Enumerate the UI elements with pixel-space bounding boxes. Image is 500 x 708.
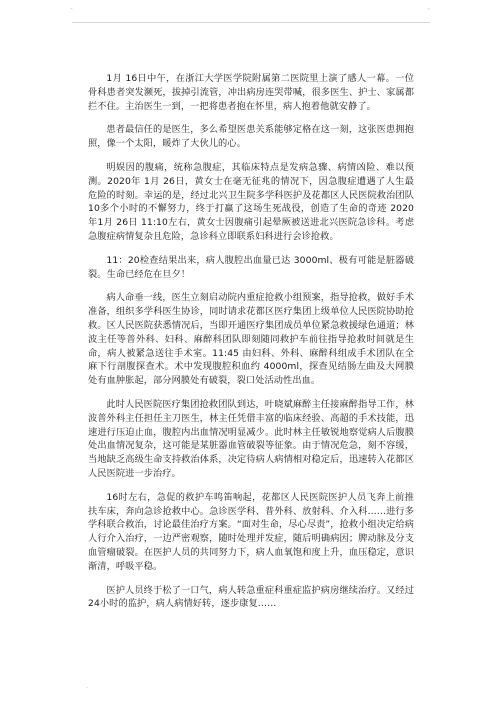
header-left-mark: -	[70, 4, 73, 13]
header-right-mark: -	[427, 4, 430, 13]
paragraph-4: 11：20检查结果出来，病人腹腔出血量已达 3000ml、极有可能是脏器破裂。生命已经危在旦夕！	[88, 254, 414, 280]
paragraph-7: 16时左右，急促的救护车鸣笛响起，花都区人民医院医护人员飞奔上前推扶车床，奔向急诊抢救中心。急诊医学科、普外科、放射科、介入科……进行多学科联合救治，讨论最佳治疗方案。“面对生命，尽心尽责”，抢救小组决定给病人行介入治疗，一边严密观察，随时处理并发症，随后明确病因；脾动脉及分支血管瘤破裂。在医护人员的共同努力下，病人血氧饱和度上升，血压稳定，意识渐清，呼吸平稳。	[88, 491, 414, 572]
paragraph-3: 明娱因的腹痛，统称急腹症，其临床特点是发病急骤、病情凶险、难以预测。2020年 1月 26日，黄女士在毫无征兆的情况下，因急腹症遭遇了人生最危险的时刻。幸运的是，经过北兴卫生院多学科医护及花都区人民医院救治团队 10多个小时的不懈努力，终于打赢了这场生死战役，创造了生命的奇迹 2020年1月 26日 11:10左右，黄女士因腹痛引起晕厥被送进北兴医院急诊科。考虑急腹症病情复杂且危险，急诊科立即联系妇科进行会诊抢救。	[88, 161, 414, 242]
footer-mark: .	[86, 682, 89, 690]
paragraph-1: 1月 16日中午，在浙江大学医学院附属第二医院里上演了感人一幕。一位骨科患者突发濒死，拔掉引流管，冲出病房连哭带喊，很多医生、护士、家属都拦不住。主治医生一到，一把将患者抱在怀里，病人抱着他就安静了。	[88, 73, 414, 112]
paragraph-6: 此时人民医院医疗集团抢救团队到达，叶晓斌麻醉主任接麻醉指导工作，林波普外科主任担任主刀医生，林主任凭借丰富的临床经验、高超的手术技能，迅速进行压迫止血，腹腔内出血情况明显减少。此时林主任敏锐地察觉病人后腹膜处出血情况复杂，这可能是某脏器血管破裂等征象。由于情况危急，刻不容缓，当地缺乏高级生命支持救治体系，决定待病人病情相对稳定后，迅速转入花都区人民医院进一步治疗。	[88, 398, 414, 479]
paragraph-8: 医护人员终于松了一口气，病人转急重症科重症监护病房继续治疗。又经过24小时的监护，病人病情好转，逐步康复……	[88, 584, 414, 610]
paragraph-2: 患者最信任的是医生，多么希望医患关系能够定格在这一刻，这张医患拥抱照，像一个太阳，暖炸了大伙儿的心。	[88, 124, 414, 150]
article-body	[88, 72, 414, 621]
paragraph-5: 病人命垂一线，医生立刻启动院内重症抢救小组预案，指导抢救，做好手术准备，组织多学科医生协诊，同时请求花都区医疗集团上级单位人民医院协助抢救。区人民医院获悉情况后，当即开通医疗集团成员单位紧急救援绿色通道；林波主任等普外科、妇科、麻醉科团队即刻随同救护车前往指导抢救时间就是生命，病人被紧急送往手术室。11:45 由妇科、外科、麻醉科组成手术团队在全麻下行剖腹探查术。术中发现腹腔积血约 4000ml，探查见结肠左曲及大网膜处有血肿胀起，部分网膜处有破裂，裂口处活动性出血。	[88, 292, 414, 387]
header-rule	[72, 22, 430, 23]
